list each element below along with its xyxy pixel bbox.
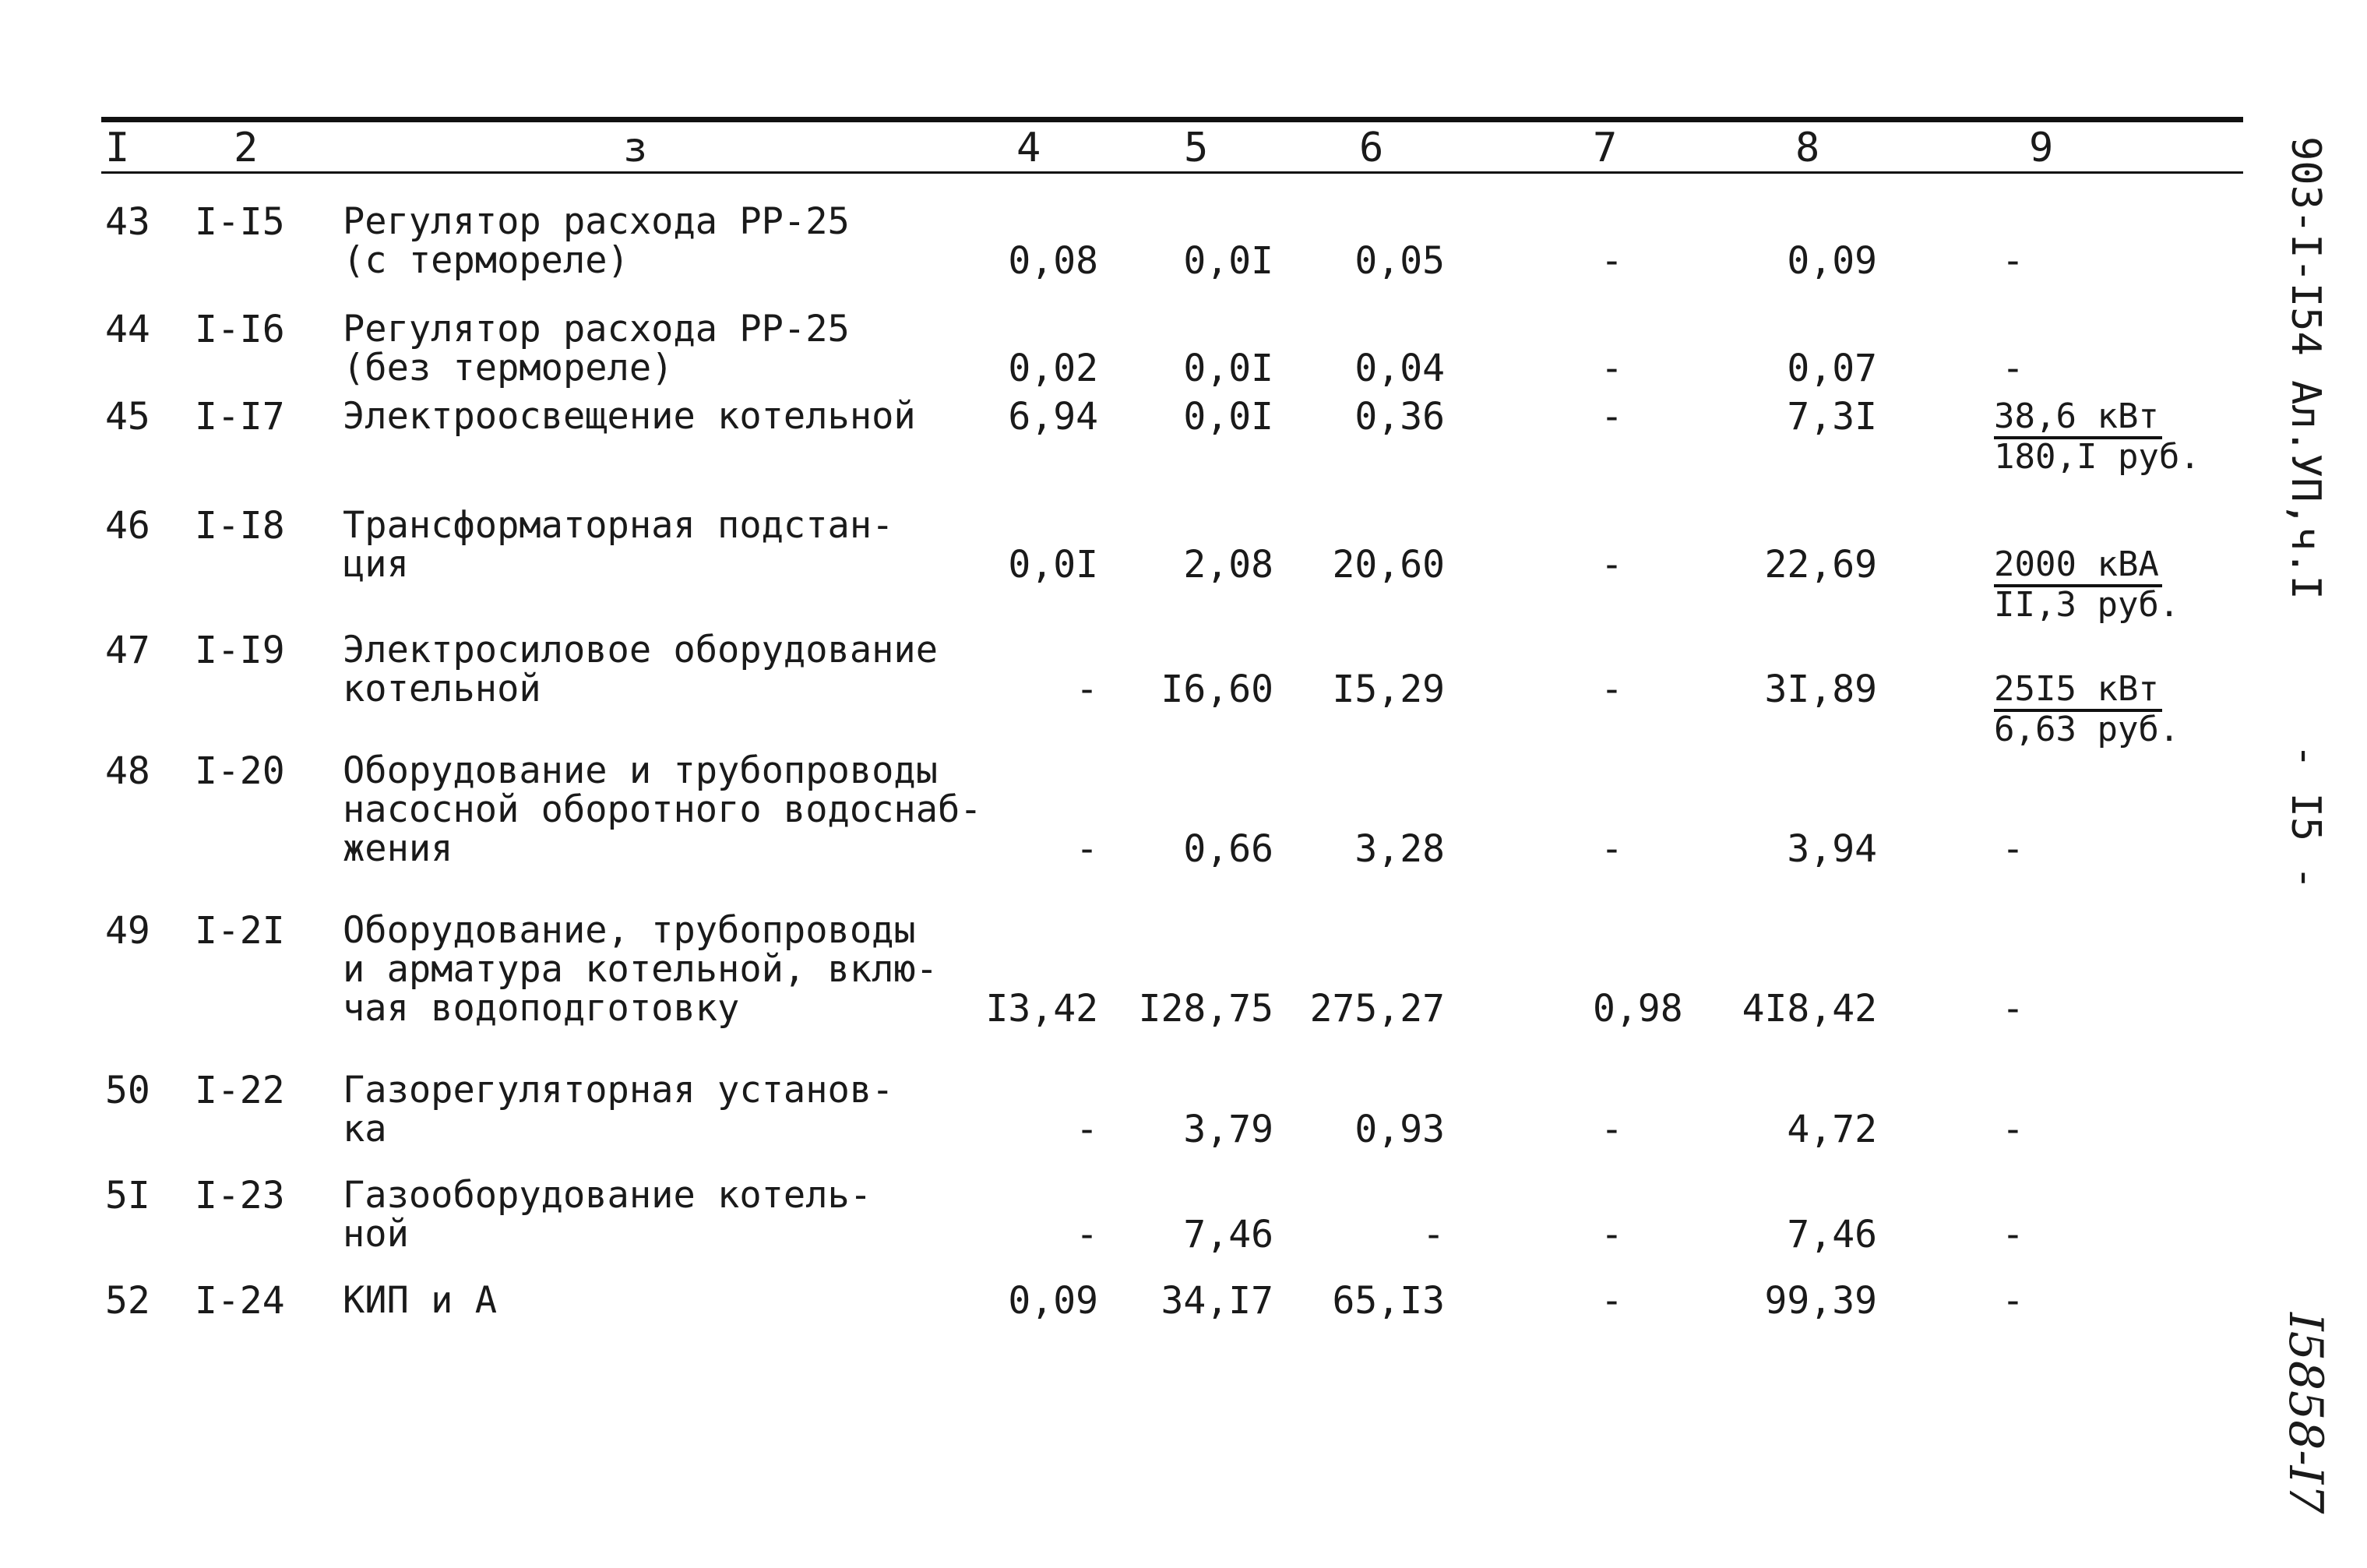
row-value-c6: 3,28	[1354, 827, 1445, 871]
header-col-5: 5	[1184, 125, 1209, 171]
row-value-c4: -	[1076, 827, 1098, 871]
row-description-line: (с термореле)	[343, 239, 629, 282]
row-value-c8: 3I,89	[1764, 668, 1877, 711]
row-description-line: (без термореле)	[343, 347, 674, 389]
row-value-c4: I3,42	[985, 987, 1098, 1031]
row-value-c7: -	[1601, 395, 1623, 439]
header-col-2: 2	[234, 125, 259, 171]
row-value-c9: -	[2002, 1213, 2024, 1256]
header-col-3: з	[623, 125, 648, 171]
archive-number: I5858-I7	[2278, 1313, 2333, 1514]
row-description-line: Трансформаторная подстан-	[343, 504, 894, 547]
row-value-c5: 2,08	[1183, 543, 1273, 587]
row-code: I-I9	[195, 629, 285, 672]
row-number: 46	[105, 504, 150, 548]
row-number: 49	[105, 909, 150, 953]
row-value-c4: -	[1076, 1213, 1098, 1256]
row-value-c6: I5,29	[1332, 668, 1445, 711]
row-value-c7: -	[1601, 827, 1623, 871]
header-col-4: 4	[1016, 125, 1041, 171]
row-value-c9: -	[2002, 347, 2024, 390]
row-description-line: Электроосвещение котельной	[343, 395, 916, 438]
row-value-c5: I28,75	[1138, 987, 1273, 1031]
row-description-line: чая водоподготовку	[343, 987, 740, 1030]
row-value-c6: 275,27	[1309, 987, 1445, 1031]
row-value-c6: 65,I3	[1332, 1279, 1445, 1323]
row-number: 52	[105, 1279, 150, 1323]
row-value-c8: 7,3I	[1787, 395, 1877, 439]
row-description-line: жения	[343, 827, 453, 870]
row-value-c4: 0,08	[1008, 239, 1098, 283]
row-number: 5I	[105, 1174, 150, 1217]
row-value-c6: -	[1422, 1213, 1445, 1256]
row-description-line: Оборудование и трубопроводы	[343, 749, 939, 792]
row-value-c9-fraction	[1994, 671, 2179, 748]
row-description-line: ция	[343, 543, 409, 586]
row-value-c5: 0,0I	[1183, 239, 1273, 283]
row-description-line: ной	[343, 1213, 409, 1256]
document-code-side: 903-I-I54 Ал.УП,ч.I	[2282, 136, 2329, 600]
row-value-c9: -	[2002, 987, 2024, 1031]
row-value-c6: 20,60	[1332, 543, 1445, 587]
fraction-numerator: 38,6 кВт	[1994, 399, 2162, 439]
row-value-c7: -	[1601, 1108, 1623, 1151]
row-value-c5: 0,0I	[1183, 395, 1273, 439]
row-value-c5: 0,66	[1183, 827, 1273, 871]
fraction-denominator: 6,63 руб.	[1994, 710, 2180, 749]
row-description-line: Регулятор расхода РР-25	[343, 200, 850, 243]
row-description-line: КИП и А	[343, 1279, 498, 1322]
row-code: I-2I	[195, 909, 285, 953]
row-value-c4: -	[1076, 668, 1098, 711]
row-value-c8: 0,07	[1787, 347, 1877, 390]
row-number: 47	[105, 629, 150, 672]
row-value-c8: 99,39	[1764, 1279, 1877, 1323]
row-value-c9: -	[2002, 1279, 2024, 1323]
header-col-9: 9	[2029, 125, 2054, 171]
table-top-rule	[101, 117, 2243, 122]
header-col-7: 7	[1593, 125, 1618, 171]
row-code: I-24	[195, 1279, 285, 1323]
fraction-numerator: 2000 кВА	[1994, 547, 2162, 587]
fraction-denominator: II,3 руб.	[1994, 585, 2180, 625]
row-value-c5: 34,I7	[1161, 1279, 1273, 1323]
row-code: I-23	[195, 1174, 285, 1217]
row-value-c6: 0,93	[1354, 1108, 1445, 1151]
row-value-c9: -	[2002, 827, 2024, 871]
row-value-c5: I6,60	[1161, 668, 1273, 711]
row-value-c9-fraction	[1994, 544, 2180, 625]
row-code: I-I6	[195, 308, 285, 351]
row-code: I-20	[195, 749, 285, 793]
row-number: 48	[105, 749, 150, 793]
row-description-line: Электросиловое оборудование	[343, 629, 939, 671]
row-value-c6: 0,36	[1354, 395, 1445, 439]
row-value-c4: 6,94	[1008, 395, 1098, 439]
row-value-c8: 7,46	[1787, 1213, 1877, 1256]
row-value-c9: -	[2002, 239, 2024, 283]
row-number: 43	[105, 200, 150, 244]
row-code: I-22	[195, 1069, 285, 1112]
row-description-line: насосной оборотного водоснаб-	[343, 788, 982, 831]
header-col-6: 6	[1359, 125, 1384, 171]
header-col-8: 8	[1795, 125, 1820, 171]
table-header-rule	[101, 171, 2243, 174]
row-description-line: Газооборудование котель-	[343, 1174, 872, 1217]
row-value-c5: 3,79	[1183, 1108, 1273, 1151]
row-value-c4: 0,0I	[1008, 543, 1098, 587]
row-number: 50	[105, 1069, 150, 1112]
row-description-line: ка	[343, 1108, 387, 1150]
row-value-c8: 22,69	[1764, 543, 1877, 587]
row-value-c9-fraction	[1994, 396, 2200, 477]
row-description-line: и арматура котельной, вклю-	[343, 948, 939, 991]
fraction-denominator: 180,I руб.	[1994, 437, 2200, 477]
row-value-c9: -	[2002, 1108, 2024, 1151]
row-value-c5: 0,0I	[1183, 347, 1273, 390]
row-description-line: котельной	[343, 668, 541, 710]
row-code: I-I7	[195, 395, 285, 439]
row-value-c7: -	[1601, 347, 1623, 390]
row-description-line: Регулятор расхода РР-25	[343, 308, 850, 351]
fraction-numerator: 25I5 кВт	[1994, 671, 2162, 712]
row-value-c4: 0,02	[1008, 347, 1098, 390]
row-value-c6: 0,04	[1354, 347, 1445, 390]
row-description-line: Оборудование, трубопроводы	[343, 909, 916, 952]
page-number: - I5 -	[2282, 744, 2329, 890]
row-value-c8: 4,72	[1787, 1108, 1877, 1151]
row-value-c7: -	[1601, 543, 1623, 587]
row-value-c4: 0,09	[1008, 1279, 1098, 1323]
row-value-c5: 7,46	[1183, 1213, 1273, 1256]
row-description-line: Газорегуляторная установ-	[343, 1069, 894, 1112]
row-value-c7: -	[1601, 1279, 1623, 1323]
row-value-c7: -	[1601, 239, 1623, 283]
row-value-c7: 0,98	[1593, 987, 1683, 1031]
row-value-c8: 3,94	[1787, 827, 1877, 871]
row-value-c8: 4I8,42	[1742, 987, 1877, 1031]
row-value-c7: -	[1601, 668, 1623, 711]
row-value-c7: -	[1601, 1213, 1623, 1256]
row-number: 45	[105, 395, 150, 439]
row-value-c8: 0,09	[1787, 239, 1877, 283]
row-value-c6: 0,05	[1354, 239, 1445, 283]
row-code: I-I8	[195, 504, 285, 548]
header-col-1: I	[105, 125, 130, 171]
row-code: I-I5	[195, 200, 285, 244]
row-value-c4: -	[1076, 1108, 1098, 1151]
row-number: 44	[105, 308, 150, 351]
